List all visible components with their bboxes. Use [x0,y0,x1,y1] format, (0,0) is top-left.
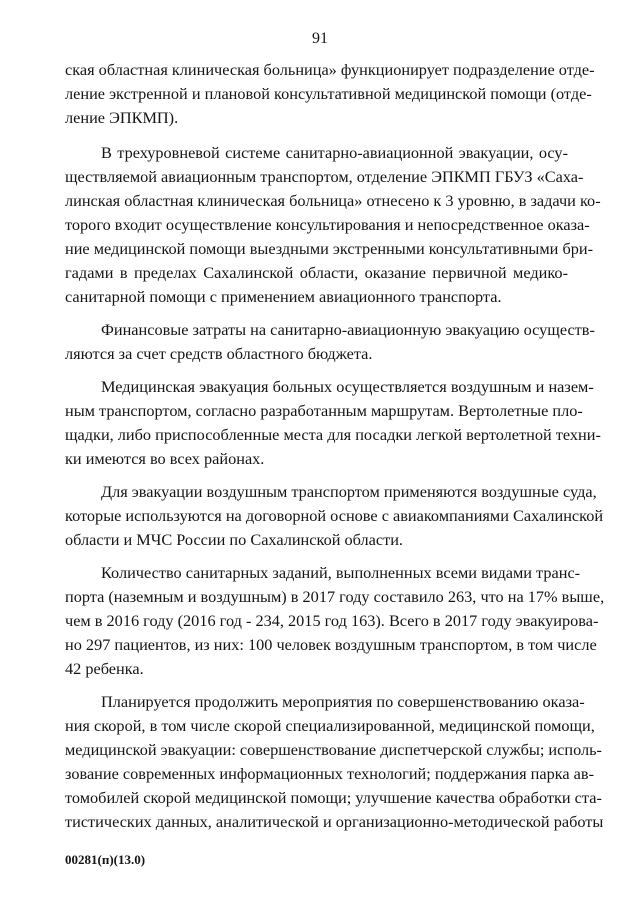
text-line: санитарной помощи с применением авиационного транспорта. [65,287,502,306]
text-line: торого входит осуществление консультирования и непосредственное оказа- [65,215,590,234]
text-line: В трехуровневой системе санитарно-авиационной эвакуации, осу- [101,143,568,162]
text-line: зование современных информационных технологий; поддержания парка ав- [65,764,595,783]
text-line: ки имеются во всех районах. [65,449,265,468]
page-number: 91 [312,30,328,47]
text-line: чем в 2016 году (2016 год - 234, 2015 год 163). Всего в 2017 году эвакуирова- [65,611,599,630]
text-line: медицинской эвакуации: совершенствование диспетчерской службы; исполь- [65,740,602,759]
text-line: гадами в пределах Сахалинской области, оказание первичной медико- [65,263,568,282]
text-line: томобилей скорой медицинской помощи; улучшение качества обработки ста- [65,788,602,807]
text-line: ление ЭПКМП). [65,108,179,127]
document-code: 00281(п)(13.0) [65,852,146,867]
text-line: Медицинская эвакуация больных осуществляется воздушным и назем- [101,377,594,396]
text-line: которые используются на договорной основе с авиакомпаниями Сахалинской [65,506,604,525]
text-line: ным транспортом, согласно разработанным маршрутам. Вертолетные пло- [65,401,583,420]
text-line: линская областная клиническая больница» отнесено к 3 уровню, в задачи ко- [65,191,601,210]
text-line: ская областная клиническая больница» функционирует подразделение отде- [65,60,595,79]
text-line: ществляемой авиационным транспортом, отделение ЭПКМП ГБУЗ «Саха- [65,167,584,186]
text-line: щадки, либо приспособленные места для посадки легкой вертолетной техни- [65,425,601,444]
text-line: ление экстренной и плановой консультативной медицинской помощи (отде- [65,84,592,103]
text-line: 42 ребенка. [65,659,144,678]
text-line: Финансовые затраты на санитарно-авиационную эвакуацию осуществ- [101,320,595,339]
text-line: Количество санитарных заданий, выполненных всеми видами транс- [101,563,581,582]
text-line: Для эвакуации воздушным транспортом применяются воздушные суда, [101,482,597,501]
text-line: порта (наземным и воздушным) в 2017 году составило 263, что на 17% выше, [65,587,605,606]
text-line: тистических данных, аналитической и организационно-методической работы [65,812,604,831]
text-line: но 297 пациентов, из них: 100 человек воздушным транспортом, в том числе [65,635,597,654]
text-line: ляются за счет средств областного бюджета. [65,344,373,363]
text-line: ния скорой, в том числе скорой специализированной, медицинской помощи, [65,716,595,735]
text-line: ние медицинской помощи выездными экстренными консультативными бри- [65,239,594,258]
text-line: области и МЧС России по Сахалинской области. [65,530,403,549]
text-line: Планируется продолжить мероприятия по совершенствованию оказа- [101,692,585,711]
